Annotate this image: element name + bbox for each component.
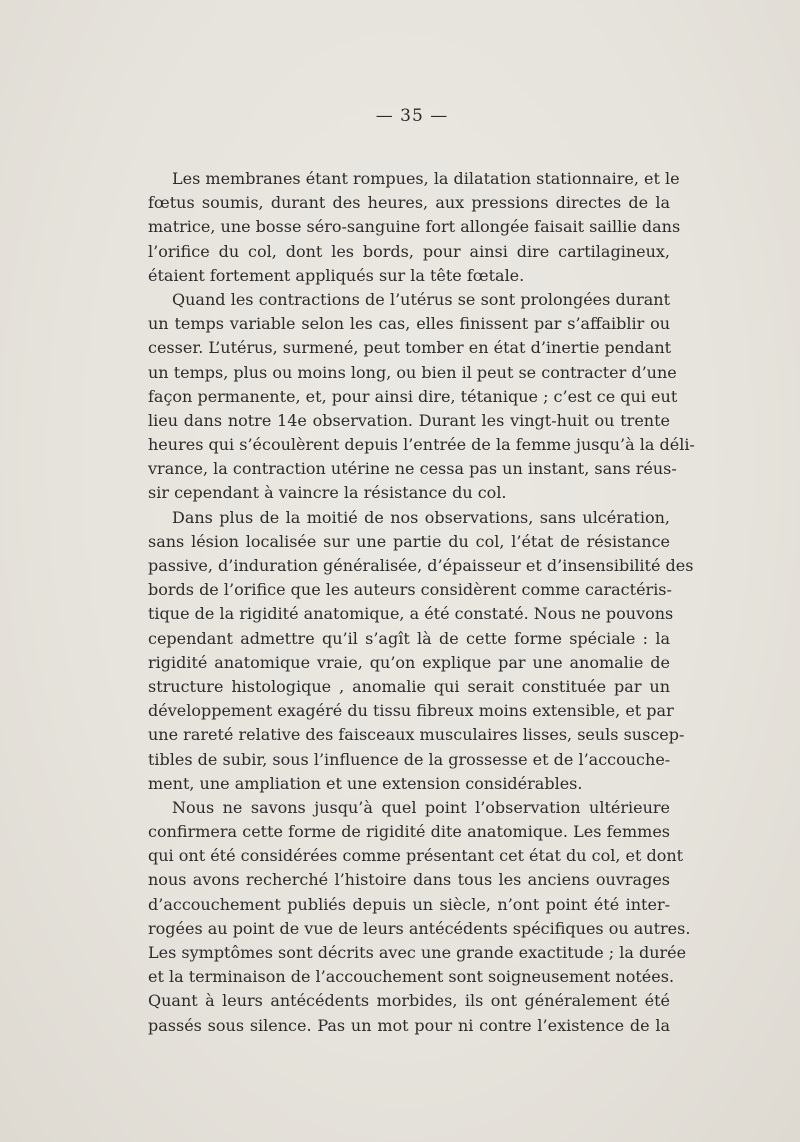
text-line: bords de l’orifice que les auteurs considèrent comme caractéris-: [148, 580, 672, 600]
text-line: cesser. L’utérus, surmené, peut tomber en état d’inertie pendant: [148, 338, 672, 358]
text-line: rigidité anatomique vraie, qu’on explique par une anomalie de: [148, 652, 670, 672]
text-line: étaient fortement appliqués sur la tête fœtale.: [148, 265, 525, 285]
text-line: cependant admettre qu’il s’agît là de cette forme spéciale : la: [148, 628, 670, 648]
text-line: passive, d’induration généralisée, d’épaisseur et d’insensibilité des: [148, 556, 694, 575]
text-line: rogées au point de vue de leurs antécédents spécifiques ou autres.: [148, 918, 691, 938]
text-line: structure histologique , anomalie qui serait constituée par un: [148, 676, 670, 696]
text-line: Quant à leurs antécédents morbides, ils ont généralement été: [148, 991, 670, 1011]
text-line: un temps, plus ou moins long, ou bien il peut se contracter d’une: [148, 362, 677, 382]
text-line: passés sous silence. Pas un mot pour ni contre l’existence de la: [148, 1015, 670, 1035]
text-line: l’orifice du col, dont les bords, pour ainsi dire cartilagineux,: [148, 241, 670, 261]
text-line: confirmera cette forme de rigidité dite anatomique. Les femmes: [148, 822, 670, 842]
body-text: [148, 167, 695, 1038]
text-line: et la terminaison de l’accouchement sont soigneusement notées.: [148, 967, 675, 987]
text-line: sir cependant à vaincre la résistance du col.: [148, 483, 507, 503]
text-line: d’accouchement publiés depuis un siècle, n’ont point été inter-: [148, 894, 670, 914]
text-line: une rareté relative des faisceaux musculaires lisses, seuls suscep-: [148, 725, 685, 745]
text-line: développement exagéré du tissu fibreux moins extensible, et par: [148, 701, 674, 721]
text-line: Les membranes étant rompues, la dilatation stationnaire, et le: [172, 169, 680, 188]
text-line: Dans plus de la moitié de nos observations, sans ulcération,: [172, 507, 670, 527]
page-number: — 35 —: [375, 106, 449, 126]
text-line: lieu dans notre 14e observation. Durant les vingt-huit ou trente: [148, 410, 670, 430]
text-line: Quand les contractions de l’utérus se sont prolongées durant: [172, 289, 670, 309]
text-line: nous avons recherché l’histoire dans tous les anciens ouvrages: [148, 870, 670, 890]
text-line: façon permanente, et, pour ainsi dire, tétanique ; c’est ce qui eut: [148, 386, 678, 406]
text-line: vrance, la contraction utérine ne cessa pas un instant, sans réus-: [148, 459, 677, 479]
text-line: fœtus soumis, durant des heures, aux pressions directes de la: [148, 193, 670, 213]
text-line: un temps variable selon les cas, elles finissent par s’affaiblir ou: [148, 314, 670, 334]
text-line: ment, une ampliation et une extension considérables.: [148, 773, 583, 793]
text-line: qui ont été considérées comme présentant cet état du col, et dont: [148, 846, 684, 866]
text-line: heures qui s’écoulèrent depuis l’entrée de la femme jusqu’à la déli-: [148, 435, 695, 455]
text-line: sans lésion localisée sur une partie du col, l’état de résistance: [148, 531, 670, 551]
text-line: tibles de subir, sous l’influence de la grossesse et de l’accouche-: [148, 749, 671, 769]
text-line: Nous ne savons jusqu’à quel point l’observation ultérieure: [172, 797, 670, 817]
text-line: matrice, une bosse séro-sanguine fort allongée faisait saillie dans: [148, 217, 681, 237]
text-line: Les symptômes sont décrits avec une grande exactitude ; la durée: [148, 943, 687, 962]
text-line: tique de la rigidité anatomique, a été constaté. Nous ne pouvons: [148, 604, 674, 624]
